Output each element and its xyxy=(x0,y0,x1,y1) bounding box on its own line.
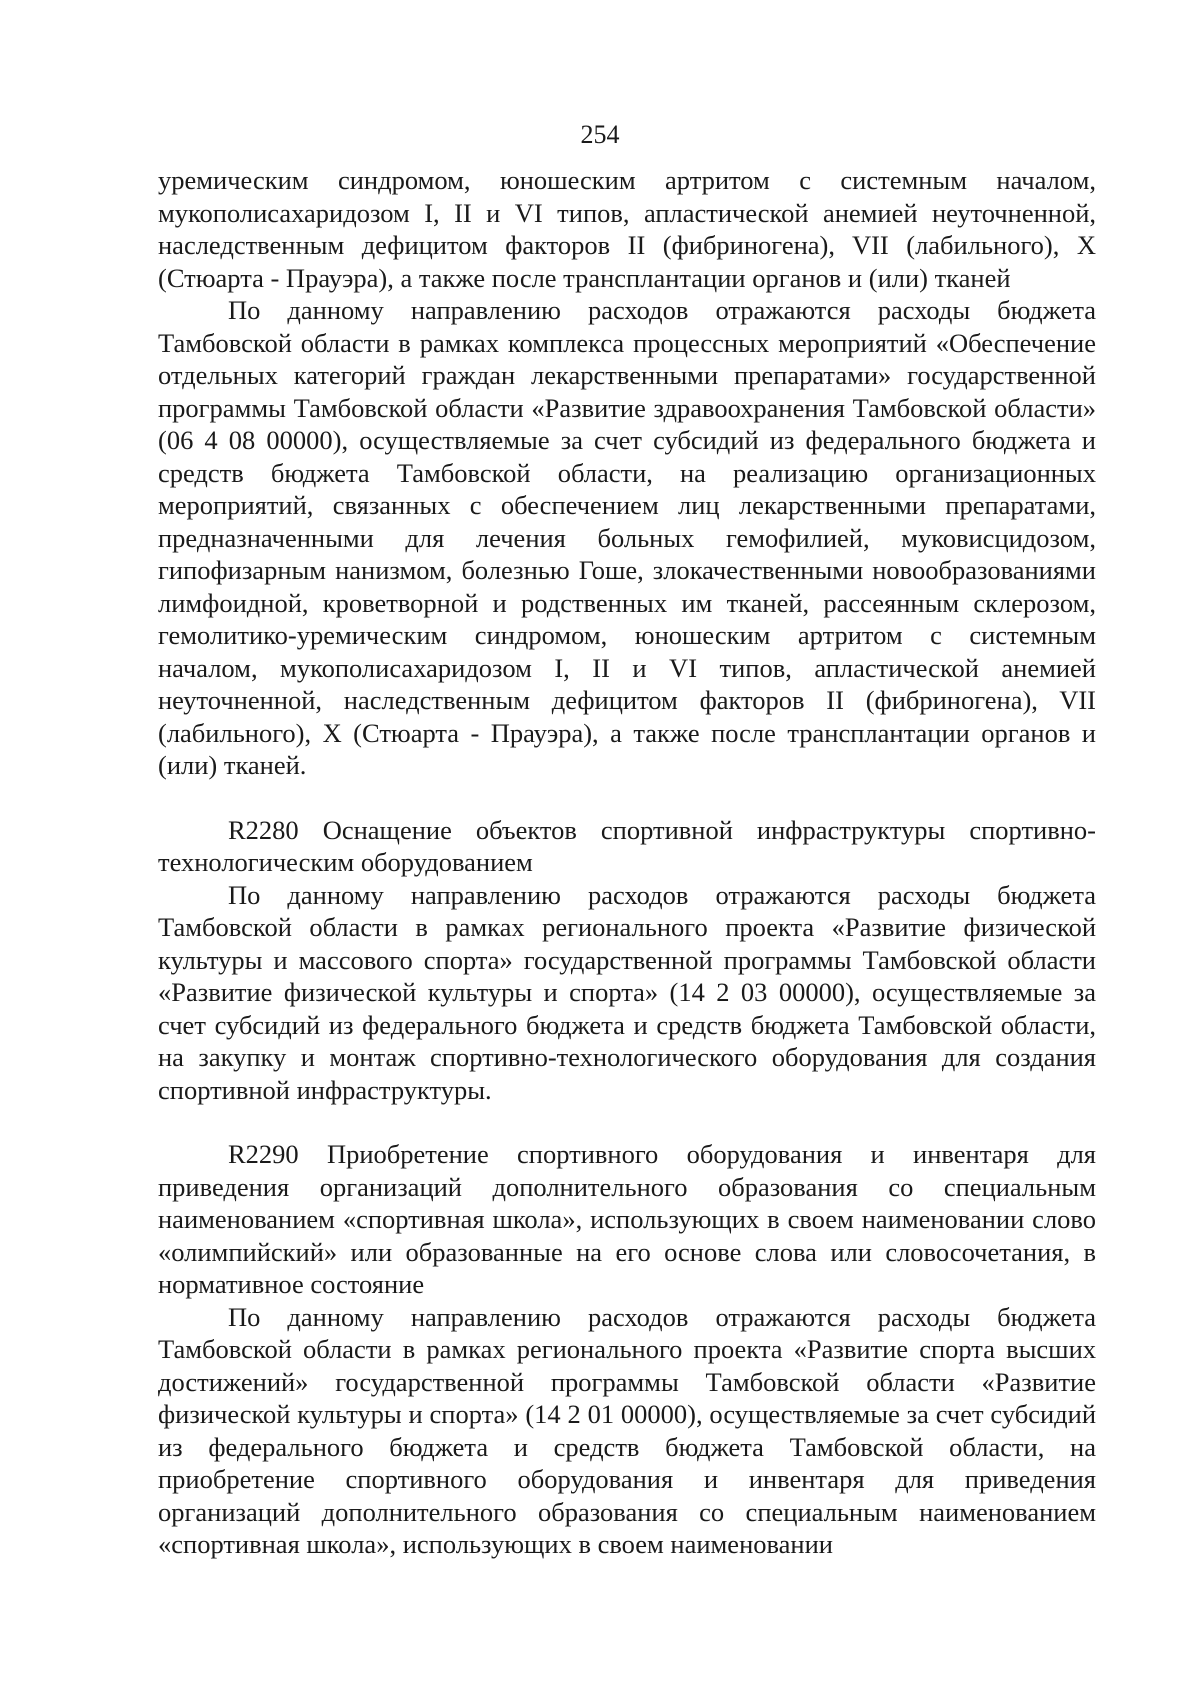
paragraph-gap xyxy=(158,782,1096,814)
document-body xyxy=(158,164,1096,1561)
paragraph-description: По данному направлению расходов отражаются расходы бюджета Тамбовской области в рамках регионального проекта «Развитие физической культуры и массового спорта» государственной программы Тамбовской области «Развитие физической культуры и спорта» (14 2 03 00000), осуществляемые за счет субсидий из федерального бюджета и средств бюджета Тамбовской области, на закупку и монтаж спортивно-технологического оборудования для создания спортивной инфраструктуры. xyxy=(158,879,1096,1105)
paragraph-continuation: уремическим синдромом, юношеским артритом с системным началом, мукополисахаридозом I, II и VI типов, апластической анемией неуточненной, наследственным дефицитом факторов II (фибриногена), VII (лабильного), X (Стюарта - Прауэра), а также после трансплантации органов и (или) тканей xyxy=(158,165,1096,293)
page-number: 254 xyxy=(580,120,620,149)
paragraph-gap xyxy=(158,1106,1096,1138)
paragraph-description: По данному направлению расходов отражаются расходы бюджета Тамбовской области в рамках комплекса процессных мероприятий «Обеспечение отдельных категорий граждан лекарственными препаратами» государственной программы Тамбовской области «Развитие здравоохранения Тамбовской области» (06 4 08 00000), осуществляемые за счет субсидий из федерального бюджета и средств бюджета Тамбовской области, на реализацию организационных мероприятий, связанных с обеспечением лиц лекарственными препаратами, предназначенными для лечения больных гемофилией, муковисцидозом, гипофизарным нанизмом, болезнью Гоше, злокачественными новообразованиями лимфоидной, кроветворной и родственных им тканей, рассеянным склерозом, гемолитико-уремическим синдромом, юношеским артритом с системным началом, мукополисахаридозом I, II и VI типов, апластической анемией неуточненной, наследственным дефицитом факторов II (фибриногена), VII (лабильного), X (Стюарта - Прауэра), а также после трансплантации органов и (или) тканей. xyxy=(158,295,1096,780)
section-heading-r2280: R2280 Оснащение объектов спортивной инфраструктуры спортивно-технологическим оборудованием xyxy=(158,814,1096,877)
paragraph-description: По данному направлению расходов отражаются расходы бюджета Тамбовской области в рамках регионального проекта «Развитие спорта высших достижений» государственной программы Тамбовской области «Развитие физической культуры и спорта» (14 2 01 00000), осуществляемые за счет субсидий из федерального бюджета и средств бюджета Тамбовской области, на приобретение спортивного оборудования и инвентаря для приведения организаций дополнительного образования со специальным наименованием «спортивная школа», использующих в своем наименовании xyxy=(158,1301,1096,1559)
section-heading-r2290: R2290 Приобретение спортивного оборудования и инвентаря для приведения организаций дополнительного образования со специальным наименованием «спортивная школа», использующих в своем наименовании слово «олимпийский» или образованные на его основе слова или словосочетания, в нормативное состояние xyxy=(158,1139,1096,1299)
